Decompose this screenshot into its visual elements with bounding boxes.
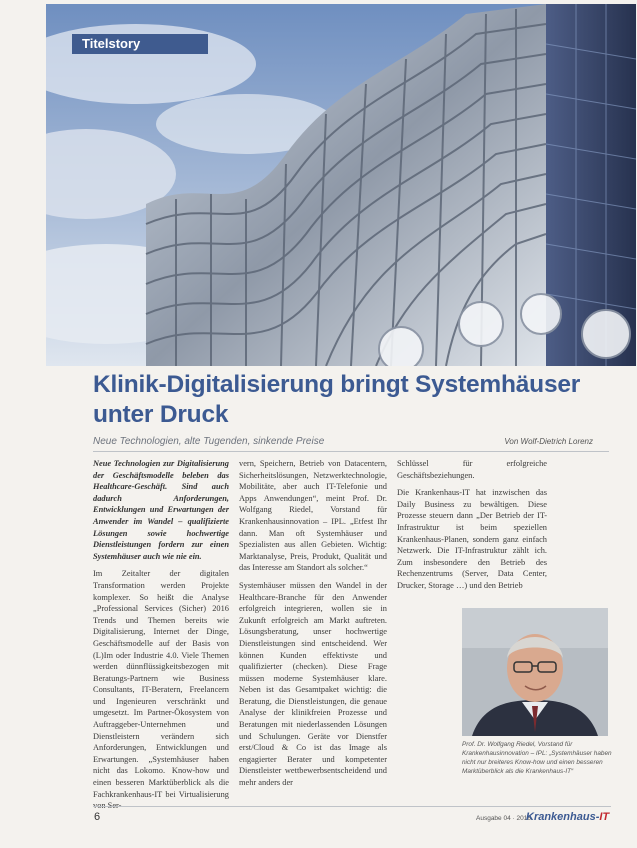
text-column-1 bbox=[93, 458, 229, 818]
portrait-caption: Prof. Dr. Wolfgang Riedel, Vorstand für Krankenhausinnovation – IPL: „Systemhäuser haben nicht nur breiteres Know-how und einen besseren Marktüberblick als die Krankenhaus-IT“ bbox=[462, 741, 612, 775]
body-paragraph: Schlüssel für erfolgreiche Geschäftsbeziehungen. bbox=[397, 459, 547, 480]
hero-photo-glass-building bbox=[46, 4, 636, 366]
page-number: 6 bbox=[94, 811, 101, 823]
logo-main: Krankenhaus- bbox=[526, 811, 600, 823]
portrait-photo bbox=[462, 608, 608, 736]
section-tag: Titelstory bbox=[72, 34, 208, 54]
article-headline bbox=[93, 370, 613, 430]
logo-it: IT bbox=[599, 811, 610, 823]
text-column-3 bbox=[397, 458, 547, 598]
body-paragraph: vern, Speichern, Betrieb von Datacentern, Sicherheitslösungen, Netzwerktechnologie, Mobilitäte, aber auch IT-Telefonie und Apps Anwendungen“, meint Prof. Dr. Wolfgang Riedel, Vorstand für Krankenhausinnovation – IPL. „Etfest Ihr dann. Man oft Systemhäuser und Spezialisten aus allen Gebieten. Wichtig: Marktanalyse, Preis, Produkt, Qualität und das Interesse am Standort als solcher.“ bbox=[239, 459, 387, 573]
header-divider bbox=[93, 451, 609, 452]
text-column-2 bbox=[239, 458, 387, 795]
headline-line-1: Klinik-Digitalisierung bringt Systemhäuser bbox=[93, 371, 581, 398]
article-lead: Neue Technologien zur Digitalisierung der Geschäftsmodelle beleben das Healthcare-Geschäft. Sind auch dadurch Anforderungen, Entwicklungen und Erwartungen der Anwender im Wandel – qualifizierte Lösungen sowie hochwertige Dienstleistungen fordern zur einen Systemhäuser auch wie nie ein. bbox=[93, 459, 229, 561]
body-paragraph: Die Krankenhaus-IT hat inzwischen das Daily Business zu bewältigen. Diese Prozesse steuern dann „Der Betrieb der IT-Infrastruktur ist beim speziellen Krankenhaus-Planen, sondern ganz einfach Netzwerk. Die IT-Infrastruktur zählt ich. Zum insbesondere den Betrieb des Rechenzentrums (Server, Data Center, Drucker, Storage …) und den Betrieb bbox=[397, 488, 547, 590]
magazine-logo bbox=[526, 811, 609, 823]
issue-label: Ausgabe 04 · 2016 bbox=[476, 815, 531, 822]
article-subline: Neue Technologien, alte Tugenden, sinkende Preise bbox=[93, 436, 325, 447]
body-paragraph: Im Zeitalter der digitalen Transformation werden Projekte komplexer. So heißt die Analyse „Professional Services (Sicher) 2016 Trends und Themen bereits wie Digitalisierung, Internet der Dinge, Geschäftsmodelle auf der Basis von (L)Im oder Industrie 4.0. Viele Themen werden dünnflüssigkeitsbezogen mit Beratungs-Partnern wie Business Consultants, IT-Beratern, Freelancern und Ingenieuren verschränkt und umgesetzt. Im Partner-Ökosystem von Auftraggeber-Unternehmen und Dienstleistern verändern sich Anforderungen, Entwicklungen und Erwartungen. „Systemhäuser haben nicht das Lokomo. Know-how und einen besseren Marktüberblick als die Fachkrankenhaus-IT bei Virtualisierung bbox=[93, 569, 229, 799]
footer-divider bbox=[93, 806, 611, 807]
article-byline: Von Wolf-Dietrich Lorenz bbox=[504, 437, 593, 446]
body-paragraph: Systemhäuser müssen den Wandel in der Healthcare-Branche für den Anwender erfolgreich integrieren, wollen sie in Zukunft erfolgreich am Markt auftreten. Lösungsberatung, unser hochwertige Dienstleistungen sind entscheidend. Wer können Kunden effektivste und qualifizierter (checken). Diese Frage müssen moderne Systemhäuser klare. Neben ist das Gesamtpaket wichtig: die Beratung, die Dienstleistungen, die genaue Analyse der klinikfreien Prozesse und Beratungen mit niederlassenden Lösungen und Schulungen. Geräte vor Dienstfer erst/Cloud & Co ist das Image als engagierter Berater und kompetenter Dienstleister wettbewerbsentscheidend und mehr anders der bbox=[239, 580, 387, 788]
headline-line-2: unter Druck bbox=[93, 401, 229, 428]
